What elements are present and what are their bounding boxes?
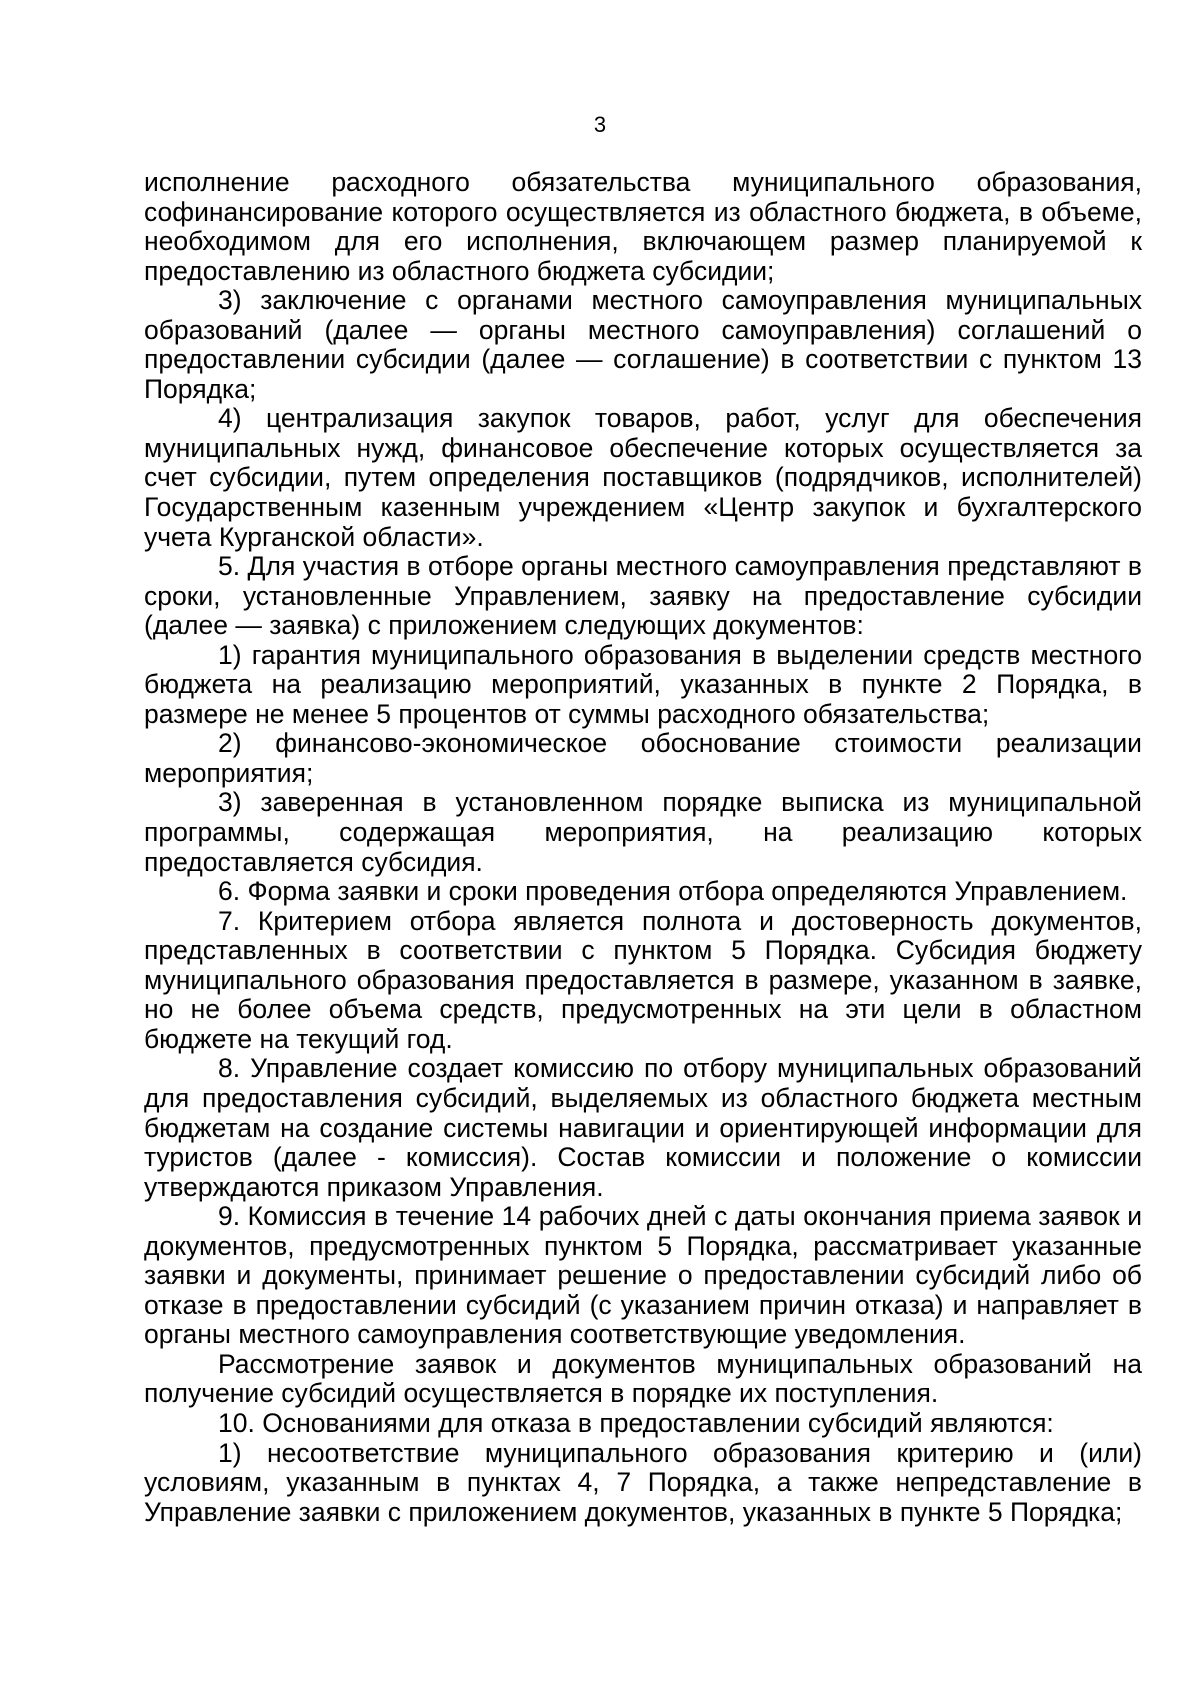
paragraph: 5. Для участия в отборе органы местного самоуправления представляют в сроки, установленные Управлением, заявку на предоставление субсидии (далее — заявка) с приложением следующих документов: xyxy=(144,551,1142,641)
paragraph: 1) гарантия муниципального образования в выделении средств местного бюджета на реализацию мероприятий, указанных в пункте 2 Порядка, в размере не менее 5 процентов от суммы расходного обязательства; xyxy=(144,639,1142,729)
paragraph: 7. Критерием отбора является полнота и достоверность документов, представленных в соответствии с пунктом 5 Порядка. Субсидия бюджету муниципального образования предоставляется в размере, указанном в заявке, но не более объема средств, предусмотренных на эти цели в областном бюджете на текущий год. xyxy=(144,905,1142,1054)
paragraph: 10. Основаниями для отказа в предоставлении субсидий являются: xyxy=(218,1407,1054,1438)
document-body xyxy=(144,168,1142,1527)
paragraph: 3) заверенная в установленном порядке выписка из муниципальной программы, содержащая мероприятия, на реализацию которых предоставляется субсидия. xyxy=(144,787,1142,877)
paragraph: 3) заключение с органами местного самоуправления муниципальных образований (далее — органы местного самоуправления) соглашений о предоставлении субсидии (далее — соглашение) в соответствии с пунктом 13 Порядка; xyxy=(144,285,1142,404)
page-number: 3 xyxy=(593,112,607,137)
paragraph: 9. Комиссия в течение 14 рабочих дней с даты окончания приема заявок и документов, предусмотренных пунктом 5 Порядка, рассматривает указанные заявки и документы, принимает решение о предоставлении субсидий либо об отказе в предоставлении субсидий (с указанием причин отказа) и направляет в органы местного самоуправления соответствующие уведомления. xyxy=(144,1201,1142,1350)
paragraph: 6. Форма заявки и сроки проведения отбора определяются Управлением. xyxy=(218,876,1128,907)
paragraph: 8. Управление создает комиссию по отбору муниципальных образований для предоставления субсидий, выделяемых из областного бюджета местным бюджетам на создание системы навигации и ориентирующей информации для туристов (далее - комиссия). Состав комиссии и положение о комиссии утверждаются приказом Управления. xyxy=(144,1053,1142,1202)
paragraph: 4) централизация закупок товаров, работ, услуг для обеспечения муниципальных нужд, финансовое обеспечение которых осуществляется за счет субсидии, путем определения поставщиков (подрядчиков, исполнителей) Государственным казенным учреждением «Центр закупок и бухгалтерского учета Курганской области». xyxy=(144,403,1142,552)
paragraph: 1) несоответствие муниципального образования критерию и (или) условиям, указанным в пунктах 4, 7 Порядка, а также непредставление в Управление заявки с приложением документов, указанных в пункте 5 Порядка; xyxy=(144,1437,1142,1527)
paragraph: исполнение расходного обязательства муниципального образования, софинансирование которого осуществляется из областного бюджета, в объеме, необходимом для его исполнения, включающем размер планируемой к предоставлению из областного бюджета субсидии; xyxy=(144,167,1142,286)
paragraph: 2) финансово-экономическое обоснование стоимости реализации мероприятия; xyxy=(144,728,1142,788)
paragraph: Рассмотрение заявок и документов муниципальных образований на получение субсидий осуществляется в порядке их поступления. xyxy=(144,1348,1142,1409)
